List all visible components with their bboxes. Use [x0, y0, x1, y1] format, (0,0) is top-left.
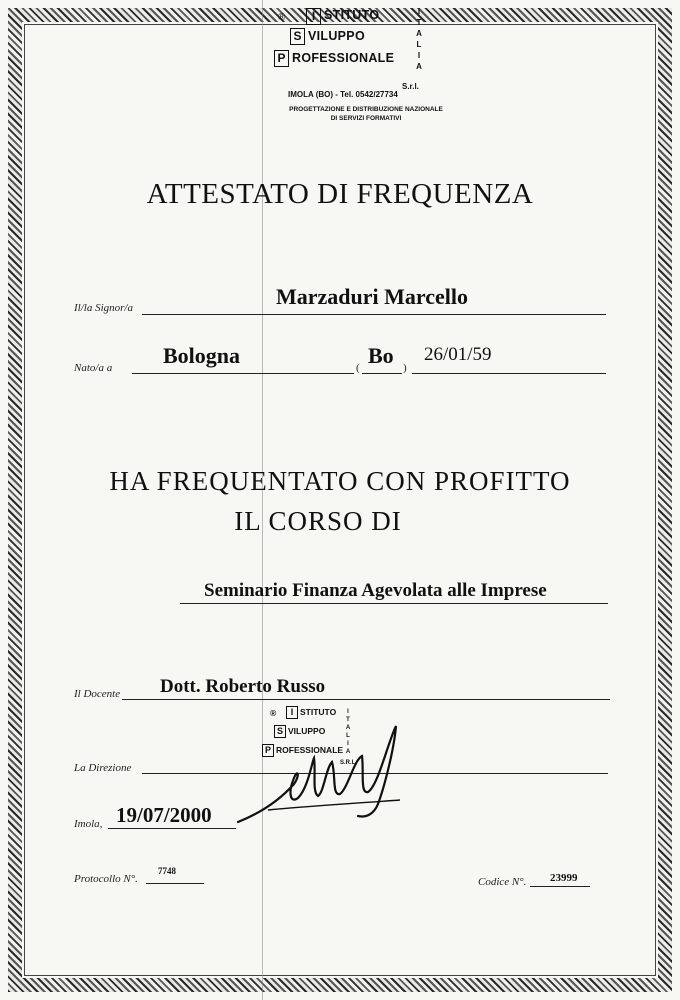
institute-logo — [262, 0, 442, 130]
name-label: Il/la Signor/a — [74, 302, 133, 314]
born-label: Nato/a a — [74, 362, 113, 374]
stamp-word: VILUPPO — [288, 726, 326, 736]
code-label: Codice N°. — [478, 876, 527, 888]
name-underline — [142, 314, 606, 315]
issue-date: 19/07/2000 — [116, 803, 212, 827]
birthplace-underline — [132, 373, 354, 374]
province-close: ) — [403, 362, 407, 374]
fold-line — [262, 0, 263, 1000]
stamp-country-letter: A — [345, 749, 351, 755]
teacher-label: Il Docente — [74, 688, 121, 700]
date-underline — [108, 828, 236, 829]
teacher-name: Dott. Roberto Russo — [160, 676, 326, 697]
birthdate-underline — [412, 373, 606, 374]
province-underline — [362, 373, 402, 374]
place-label: Imola, — [74, 818, 103, 830]
stamp-country-letter: I — [347, 741, 349, 747]
inner-frame — [24, 24, 656, 976]
province: Bo — [368, 343, 394, 368]
statement-line-1: HA FREQUENTATO CON PROFITTO — [109, 466, 571, 496]
stamp-country-letter: L — [346, 733, 350, 739]
statement-line-2: IL CORSO DI — [234, 506, 402, 536]
signature — [228, 722, 428, 832]
logo-tagline: PROGETTAZIONE E DISTRIBUZIONE NAZIONALE — [289, 106, 443, 113]
logo-word: ROFESSIONALE — [292, 51, 395, 65]
logo-letter-box: P — [274, 50, 289, 67]
logo-country-letter: I — [417, 51, 421, 60]
logo-word: VILUPPO — [308, 29, 365, 43]
code-number: 23999 — [550, 872, 578, 884]
logo-tagline: DI SERVIZI FORMATIVI — [330, 115, 402, 122]
teacher-underline — [122, 699, 610, 700]
logo-letter-box: I — [306, 8, 321, 25]
protocol-number: 7748 — [158, 866, 176, 876]
stamp-suffix: S.R.L. — [340, 760, 358, 766]
course-underline — [180, 603, 608, 604]
direction-label: La Direzione — [74, 762, 132, 774]
logo-address: IMOLA (BO) - Tel. 0542/27734 — [288, 90, 398, 99]
logo-country-letter: T — [416, 18, 422, 27]
stamp-word: ROFESSIONALE — [276, 745, 344, 755]
logo-country-letter: A — [416, 29, 422, 38]
student-name: Marzaduri Marcello — [276, 284, 469, 309]
course-name: Seminario Finanza Agevolata alle Imprese — [204, 580, 547, 601]
stamp-country-letter: A — [345, 725, 351, 731]
logo-country-letter: L — [416, 40, 422, 49]
stamp-letter-box: I — [286, 706, 298, 719]
birthdate: 26/01/59 — [424, 344, 492, 365]
stamp-letter-box: P — [262, 744, 274, 757]
birthplace: Bologna — [163, 343, 241, 368]
registered-mark: ® — [278, 12, 286, 23]
logo-country-letter: A — [416, 62, 422, 71]
province-open: ( — [356, 362, 360, 374]
protocol-underline — [146, 883, 204, 884]
stamp-letter-box: S — [274, 725, 286, 738]
certificate-title: ATTESTATO DI FREQUENZA — [146, 178, 534, 210]
stamp-word: STITUTO — [300, 707, 337, 717]
logo-country-letter: I — [417, 7, 421, 16]
logo-word: STITUTO — [324, 8, 380, 22]
stamp-country-letter: T — [346, 717, 350, 723]
stamp-country-letter: I — [347, 709, 349, 715]
logo-suffix: S.r.l. — [402, 82, 419, 91]
code-underline — [530, 886, 590, 887]
logo-letter-box: S — [290, 28, 305, 45]
logo-country-vertical — [414, 6, 424, 72]
stamp-registered: ® — [270, 708, 277, 718]
protocol-label: Protocollo N°. — [74, 873, 138, 885]
